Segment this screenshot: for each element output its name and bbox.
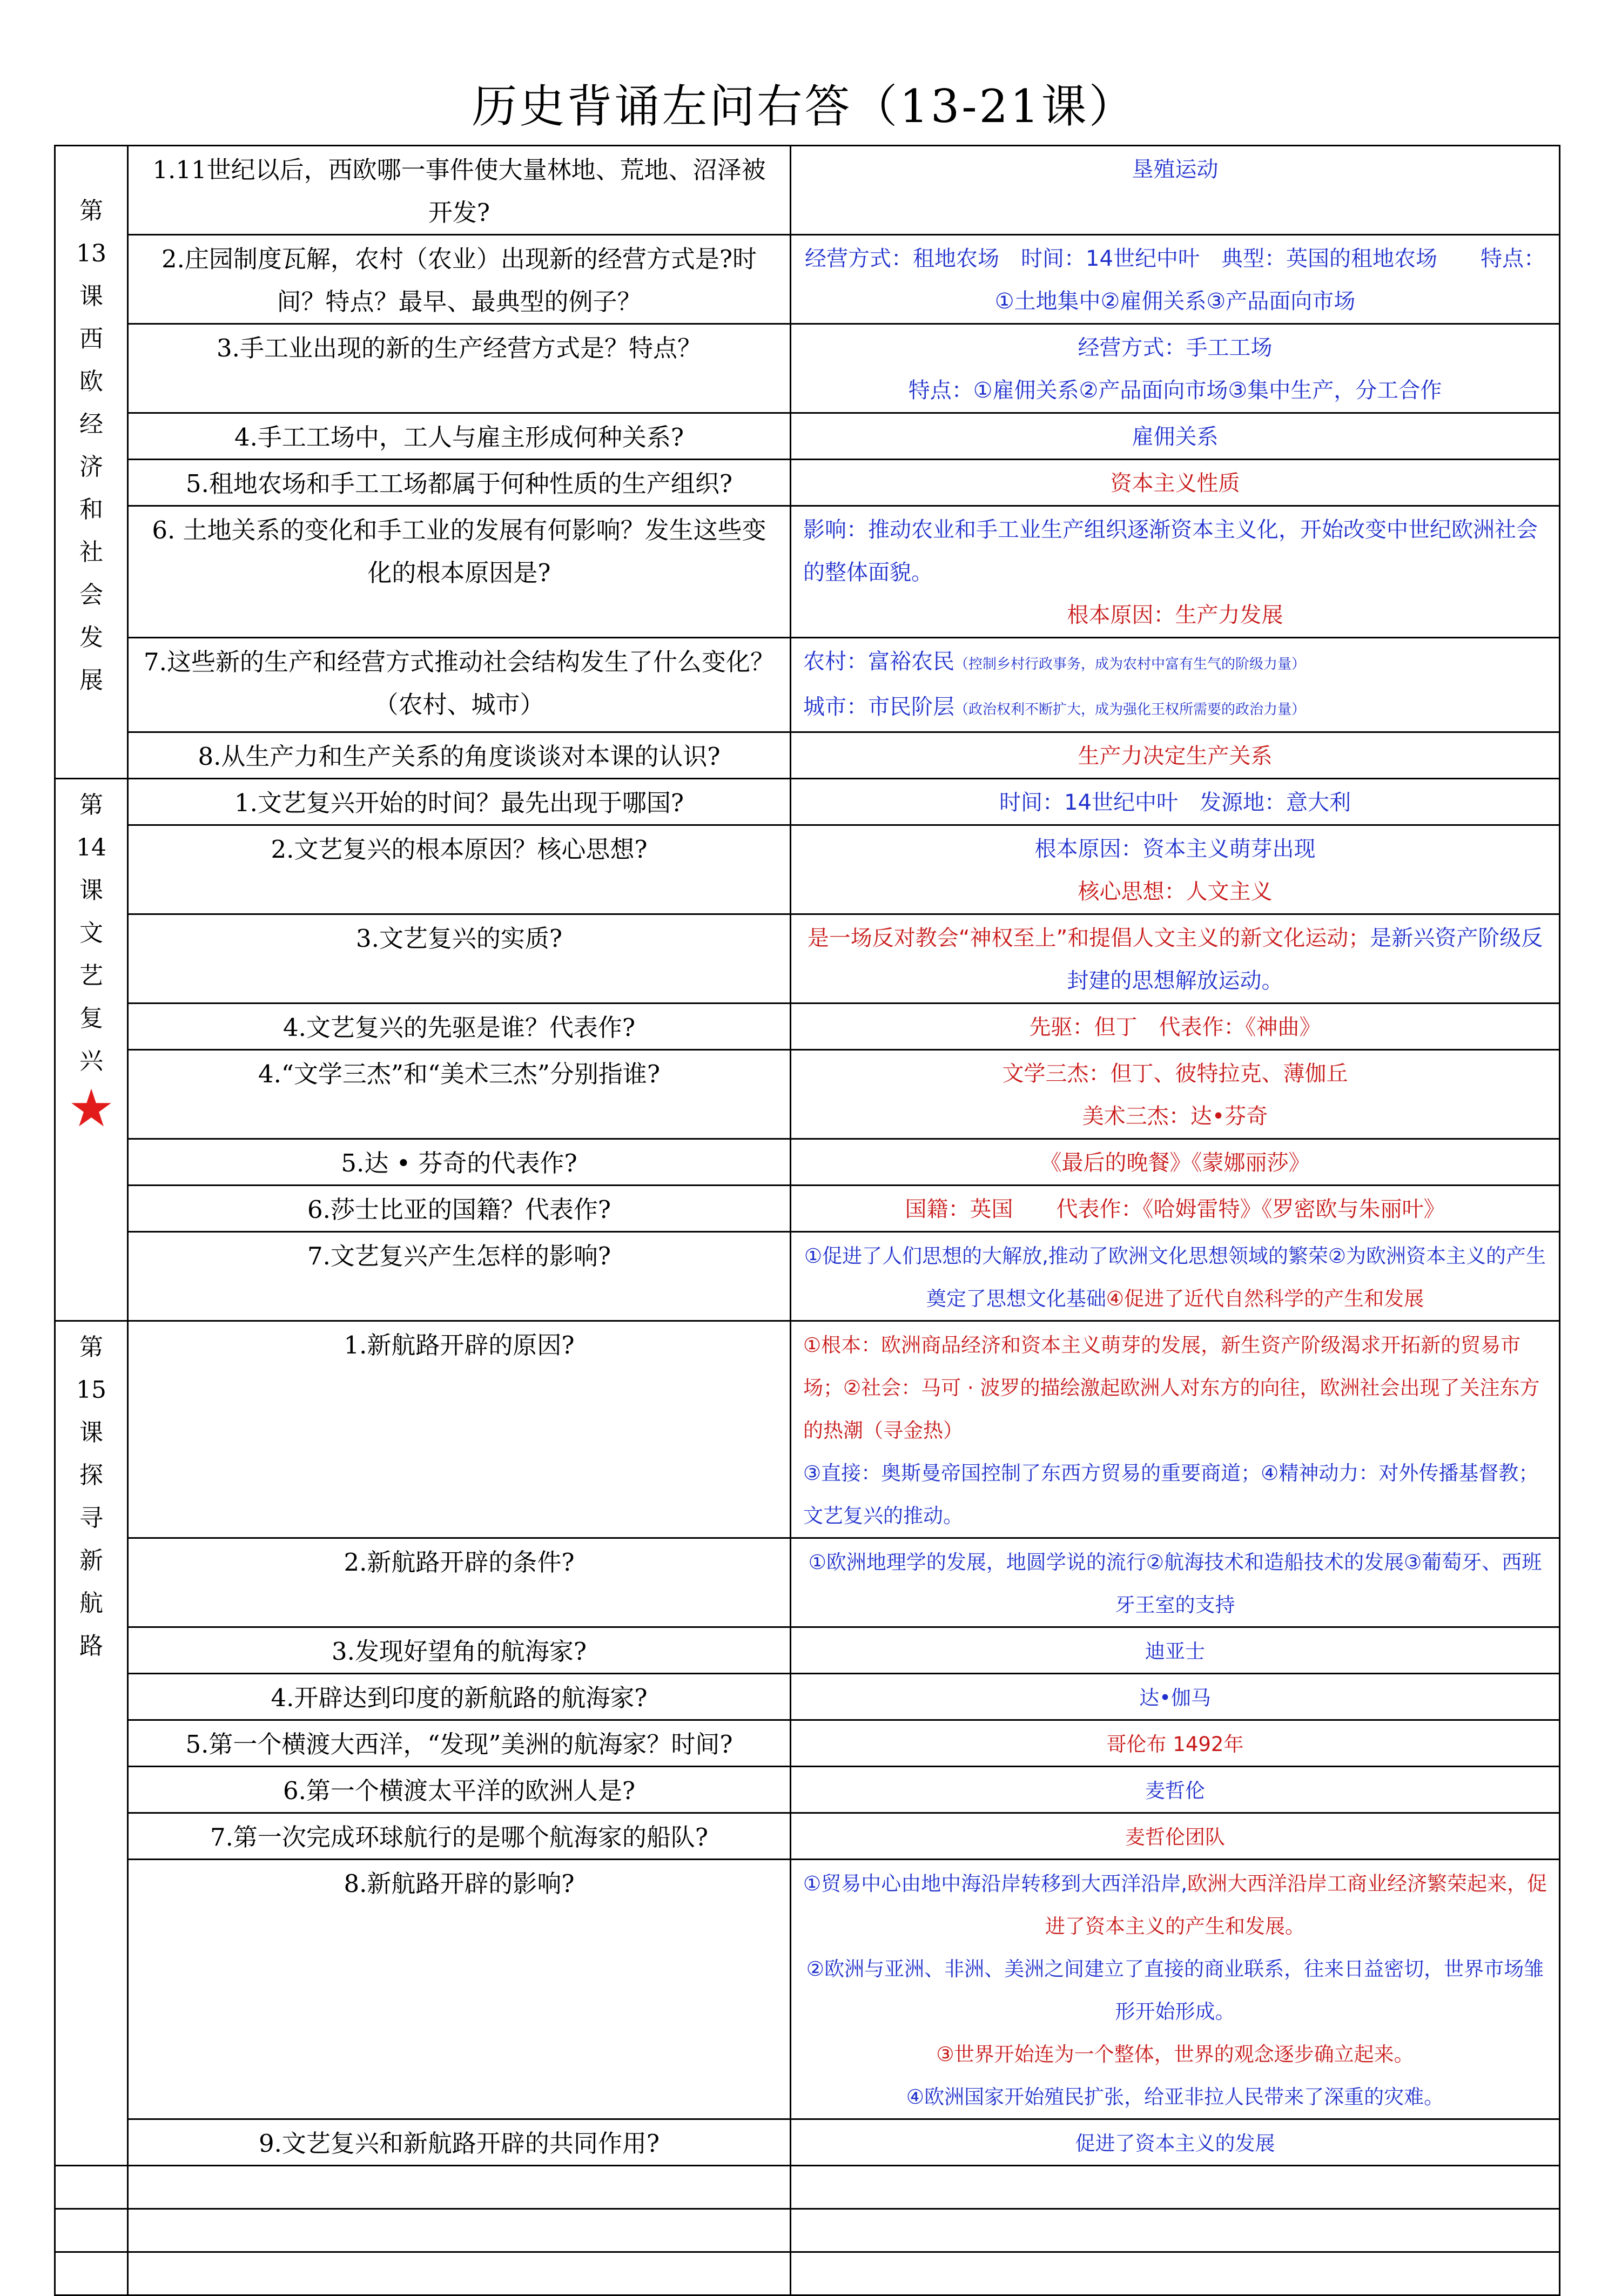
answer-line: 文学三杰：但丁、彼特拉克、薄伽丘	[1002, 1061, 1348, 1086]
empty-row	[55, 2166, 1560, 2209]
answer-main: 农村：富裕农民	[803, 649, 954, 674]
question-cell: 5.达 • 芬奇的代表作?	[128, 1139, 791, 1186]
table-row	[55, 779, 1560, 825]
answer-part: 欧洲大西洋沿岸工商业经济繁荣起来，促进了资本主义的产生和发展。	[1045, 1872, 1547, 1938]
answer-line: 特点：①雇佣关系②产品面向市场③集中生产，分工合作	[908, 378, 1442, 403]
table-row	[55, 1767, 1560, 1813]
answer-part: ①贸易中心由地中海沿岸转移到大西洋沿岸,	[803, 1872, 1187, 1895]
answer-line	[803, 1862, 1547, 1948]
question-cell: 8.新航路开辟的影响?	[128, 1860, 791, 2119]
answer-line: ③世界开始连为一个整体，世界的观念逐步确立起来。	[936, 2043, 1414, 2066]
question-cell: 5.租地农场和手工工场都属于何种性质的生产组织?	[128, 460, 791, 506]
question-cell: 4.手工工场中，工人与雇主形成何种关系?	[128, 413, 791, 460]
question-cell: 4.文艺复兴的先驱是谁？代表作?	[128, 1004, 791, 1050]
table-row	[55, 1674, 1560, 1720]
question-cell: 3.文艺复兴的实质?	[128, 914, 791, 1004]
table-row	[55, 1321, 1560, 1538]
lesson-14-text: 第 14 课 文 艺 复 兴	[76, 791, 106, 1075]
lesson-15-text: 第 15 课 探 寻 新 航 路	[76, 1334, 106, 1660]
answer-line: 影响：推动农业和手工业生产组织逐渐资本主义化，开始改变中世纪欧洲社会的整体面貌。	[803, 517, 1538, 585]
question-cell: 2.文艺复兴的根本原因？核心思想?	[128, 825, 791, 914]
question-cell: 9.文艺复兴和新航路开辟的共同作用?	[128, 2119, 791, 2166]
question-cell: 6.第一个横渡太平洋的欧洲人是?	[128, 1767, 791, 1813]
table-row	[55, 235, 1560, 324]
question-cell: 2.新航路开辟的条件?	[128, 1538, 791, 1627]
table-row	[55, 413, 1560, 460]
answer-cell: 国籍：英国 代表作：《哈姆雷特》《罗密欧与朱丽叶》	[791, 1186, 1560, 1232]
question-cell: 2.庄园制度瓦解，农村（农业）出现新的经营方式是?时间？特点？最早、最典型的例子？	[128, 235, 791, 324]
answer-cell: 《最后的晚餐》《蒙娜丽莎》	[791, 1139, 1560, 1186]
table-row	[55, 1720, 1560, 1767]
answer-cell: 资本主义性质	[791, 460, 1560, 506]
lesson-14-label	[55, 779, 128, 1321]
table-row	[55, 1050, 1560, 1139]
answer-line: ②欧洲与亚洲、非洲、美洲之间建立了直接的商业联系，往来日益密切，世界市场雏形开始形成。	[806, 1957, 1544, 2023]
lesson-13-text: 第 13 课 西 欧 经 济 和 社 会 发 展	[76, 197, 106, 694]
table-row	[55, 1538, 1560, 1627]
table-row	[55, 914, 1560, 1004]
question-cell: 1.新航路开辟的原因?	[128, 1321, 791, 1538]
question-cell: 7.这些新的生产和经营方式推动社会结构发生了什么变化？（农村、城市）	[128, 638, 791, 732]
answer-cell	[791, 914, 1560, 1004]
answer-line: 根本原因：资本主义萌芽出现	[1034, 837, 1316, 861]
table-row	[55, 638, 1560, 732]
table-row	[55, 825, 1560, 914]
question-cell: 3.发现好望角的航海家?	[128, 1627, 791, 1674]
answer-note: （政治权利不断扩大，成为强化王权所需要的政治力量）	[954, 702, 1306, 718]
answer-cell: 哥伦布 1492年	[791, 1720, 1560, 1767]
answer-cell: 时间：14世纪中叶 发源地：意大利	[791, 779, 1560, 825]
answer-line: ③直接：奥斯曼帝国控制了东西方贸易的重要商道；④精神动力：对外传播基督教；文艺复兴的推动。	[803, 1462, 1539, 1527]
question-cell: 1.文艺复兴开始的时间？最先出现于哪国?	[128, 779, 791, 825]
table-row	[55, 732, 1560, 779]
answer-line: 经营方式：手工工场	[1078, 335, 1273, 360]
answer-cell	[791, 1321, 1560, 1538]
answer-part: 是一场反对教会“神权至上”和提倡人文主义的新文化运动；	[807, 926, 1370, 951]
answer-cell: 达•伽马	[791, 1674, 1560, 1720]
table-row	[55, 1813, 1560, 1860]
answer-line: 根本原因：生产力发展	[1067, 603, 1283, 628]
answer-line: 核心思想：人文主义	[1078, 879, 1273, 904]
answer-cell: 麦哲伦	[791, 1767, 1560, 1813]
answer-cell: 垦殖运动	[791, 146, 1560, 235]
answer-cell	[791, 825, 1560, 914]
answer-cell: 先驱：但丁 代表作：《神曲》	[791, 1004, 1560, 1050]
table-row	[55, 1186, 1560, 1232]
table-row	[55, 1232, 1560, 1321]
answer-cell: 经营方式：租地农场 时间：14世纪中叶 典型：英国的租地农场 特点：①土地集中②雇佣关系③产品面向市场	[791, 235, 1560, 324]
answer-cell	[791, 1860, 1560, 2119]
table-row	[55, 2119, 1560, 2166]
question-cell: 7.文艺复兴产生怎样的影响?	[128, 1232, 791, 1321]
empty-cell	[55, 2166, 128, 2209]
table-row	[55, 324, 1560, 413]
answer-line: ①根本：欧洲商品经济和资本主义萌芽的发展，新生资产阶级渴求开拓新的贸易市场；②社会：马可 · 波罗的描绘激起欧洲人对东方的向往，欧洲社会出现了关注东方的热潮（寻金热）	[803, 1334, 1540, 1442]
question-cell: 1.11世纪以后，西欧哪一事件使大量林地、荒地、沼泽被开发?	[128, 146, 791, 235]
empty-cell	[791, 2209, 1560, 2252]
answer-line: 美术三杰：达•芬奇	[1082, 1104, 1268, 1129]
qa-table	[54, 145, 1560, 2296]
page-title: 历史背诵左问右答（13-21课）	[472, 80, 1136, 133]
answer-cell	[791, 506, 1560, 638]
answer-part: 是新兴资产阶级反封建的思想解放运动。	[1067, 926, 1543, 993]
answer-cell: ①欧洲地理学的发展，地圆学说的流行②航海技术和造船技术的发展③葡萄牙、西班牙王室的支持	[791, 1538, 1560, 1627]
table-row	[55, 1860, 1560, 2119]
empty-cell	[55, 2209, 128, 2252]
table-row	[55, 506, 1560, 638]
answer-cell	[791, 1232, 1560, 1321]
answer-cell: 迪亚士	[791, 1627, 1560, 1674]
question-cell: 4.“文学三杰”和“美术三杰”分别指谁?	[128, 1050, 791, 1139]
answer-cell	[791, 1050, 1560, 1139]
answer-note: （控制乡村行政事务，成为农村中富有生气的阶级力量）	[954, 656, 1306, 672]
question-cell: 6.莎士比亚的国籍？代表作?	[128, 1186, 791, 1232]
answer-cell: 雇佣关系	[791, 413, 1560, 460]
question-cell: 5.第一个横渡大西洋，“发现”美洲的航海家？时间?	[128, 1720, 791, 1767]
question-cell: 7.第一次完成环球航行的是哪个航海家的船队?	[128, 1813, 791, 1860]
question-cell: 6. 土地关系的变化和手工业的发展有何影响？发生这些变化的根本原因是?	[128, 506, 791, 638]
table-row	[55, 1139, 1560, 1186]
answer-line: ④欧洲国家开始殖民扩张，给亚非拉人民带来了深重的灾难。	[906, 2085, 1444, 2109]
lesson-13-label	[55, 146, 128, 779]
answer-cell	[791, 324, 1560, 413]
lesson-15-label	[55, 1321, 128, 2166]
empty-cell	[791, 2166, 1560, 2209]
empty-row	[55, 2209, 1560, 2252]
table-row	[55, 1627, 1560, 1674]
empty-cell	[128, 2166, 791, 2209]
answer-cell: 生产力决定生产关系	[791, 732, 1560, 779]
question-cell: 8.从生产力和生产关系的角度谈谈对本课的认识?	[128, 732, 791, 779]
answer-cell: 促进了资本主义的发展	[791, 2119, 1560, 2166]
answer-line	[803, 686, 1547, 731]
answer-part: ①促进了人们思想的大解放,推动了欧洲文化思想领域的繁荣②为欧洲资本主义的产生奠定了思想文化基础	[804, 1244, 1546, 1310]
table-row	[55, 1004, 1560, 1050]
answer-cell: 麦哲伦团队	[791, 1813, 1560, 1860]
empty-cell	[128, 2209, 791, 2252]
answer-part: ④促进了近代自然科学的产生和发展	[1106, 1287, 1424, 1310]
table-row	[55, 146, 1560, 235]
answer-main: 城市：市民阶层	[803, 695, 954, 719]
question-cell: 3.手工业出现的新的生产经营方式是？特点？	[128, 324, 791, 413]
table-row	[55, 460, 1560, 506]
answer-cell	[791, 638, 1560, 732]
question-cell: 4.开辟达到印度的新航路的航海家?	[128, 1674, 791, 1720]
star-icon: ★	[68, 1078, 115, 1139]
answer-line	[803, 641, 1547, 686]
